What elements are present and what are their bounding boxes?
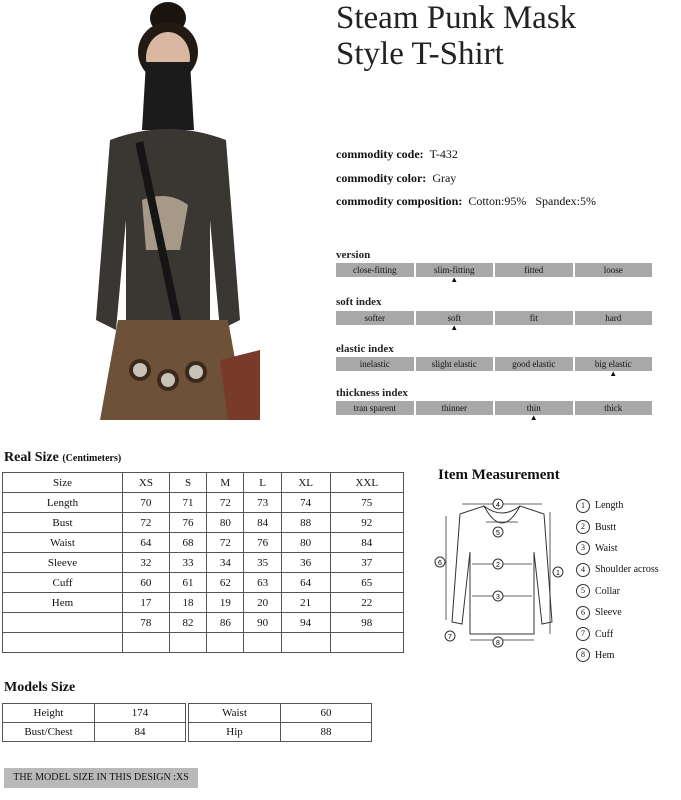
commodity-color-row	[336, 171, 456, 186]
svg-text:5: 5	[496, 530, 500, 537]
soft-index-label: soft index	[336, 296, 382, 308]
version-option: fitted	[495, 263, 575, 277]
soft-index-option: hard	[575, 311, 653, 325]
elastic-index-scale	[336, 357, 652, 378]
models-size-table-right	[188, 703, 372, 742]
commodity-composition-label: commodity composition:	[336, 194, 463, 208]
svg-text:4: 4	[496, 502, 500, 509]
svg-text:7: 7	[448, 634, 452, 641]
legend-item: 7 Cuff	[576, 623, 659, 644]
number-2-icon: 2	[576, 520, 590, 534]
selected-marker-icon: ▲	[529, 413, 538, 422]
real-size-unit: (Centimeters)	[62, 453, 122, 464]
soft-index-option-selected: soft ▲	[416, 311, 496, 325]
number-1-icon: 1	[576, 499, 590, 513]
selected-marker-icon: ▲	[609, 369, 618, 378]
table-row: Bust 72 76 80 84 88 92	[3, 513, 404, 533]
item-measurement-heading: Item Measurement	[438, 467, 560, 483]
version-option-selected: slim-fitting ▲	[416, 263, 496, 277]
measurement-legend	[576, 495, 659, 666]
table-row: Hip 88	[189, 723, 372, 742]
number-4-icon: 4	[576, 563, 590, 577]
number-8-icon: 8	[576, 648, 590, 662]
commodity-color-value: Gray	[432, 171, 457, 185]
selected-marker-icon: ▲	[450, 275, 459, 284]
elastic-index-label: elastic index	[336, 343, 394, 355]
models-size-heading: Models Size	[4, 680, 76, 695]
commodity-code-value: T-432	[429, 147, 458, 161]
table-row: Cuff 60 61 62 63 64 65	[3, 573, 404, 593]
elastic-index-option-selected: big elastic ▲	[575, 357, 653, 371]
legend-item: 3 Waist	[576, 538, 659, 559]
commodity-composition-value: Cotton:95% Spandex:5%	[468, 194, 596, 208]
title-line-2: Style T-Shirt	[336, 36, 504, 72]
number-7-icon: 7	[576, 627, 590, 641]
legend-item: 8 Hem	[576, 645, 659, 666]
commodity-code-row	[336, 147, 458, 162]
svg-text:6: 6	[438, 560, 442, 567]
product-photo	[60, 0, 270, 420]
table-row: Length 70 71 72 73 74 75	[3, 493, 404, 513]
thickness-index-label: thickness index	[336, 387, 408, 399]
version-label: version	[336, 249, 371, 261]
commodity-code-label: commodity code:	[336, 147, 424, 161]
number-3-icon: 3	[576, 541, 590, 555]
table-row: Height 174	[3, 704, 186, 723]
svg-text:8: 8	[496, 640, 500, 647]
table-row: Waist 64 68 72 76 80 84	[3, 533, 404, 553]
table-row: Sleeve 32 33 34 35 36 37	[3, 553, 404, 573]
table-row: Hem 17 18 19 20 21 22	[3, 593, 404, 613]
svg-text:2: 2	[496, 562, 500, 569]
table-row	[3, 633, 404, 653]
measurement-diagram	[432, 492, 572, 652]
legend-item: 2 Bustt	[576, 516, 659, 537]
table-header-row: Size XS S M L XL XXL	[3, 473, 404, 493]
legend-item: 5 Collar	[576, 581, 659, 602]
commodity-color-label: commodity color:	[336, 171, 427, 185]
elastic-index-option: good elastic	[495, 357, 575, 371]
soft-index-scale	[336, 311, 652, 332]
product-title	[336, 0, 666, 72]
soft-index-option: softer	[336, 311, 416, 325]
soft-index-option: fit	[495, 311, 575, 325]
model-size-note: THE MODEL SIZE IN THIS DESIGN :XS	[4, 768, 198, 788]
number-6-icon: 6	[576, 606, 590, 620]
table-row: Waist 60	[189, 704, 372, 723]
real-size-heading: Real Size (Centimeters)	[4, 450, 122, 465]
table-row: 78 82 86 90 94 98	[3, 613, 404, 633]
commodity-composition-row	[336, 194, 596, 209]
elastic-index-option: inelastic	[336, 357, 416, 371]
models-size-table-left	[2, 703, 186, 742]
number-5-icon: 5	[576, 584, 590, 598]
legend-item: 1 Length	[576, 495, 659, 516]
version-scale	[336, 263, 652, 284]
svg-text:3: 3	[496, 594, 500, 601]
thickness-index-option: tran sparent	[336, 401, 416, 415]
svg-text:1: 1	[556, 570, 560, 577]
thickness-index-option: thinner	[416, 401, 496, 415]
thickness-index-scale	[336, 401, 652, 422]
real-size-table	[2, 472, 404, 653]
thickness-index-option-selected: thin ▲	[495, 401, 575, 415]
legend-item: 6 Sleeve	[576, 602, 659, 623]
thickness-index-option: thick	[575, 401, 653, 415]
title-line-1: Steam Punk Mask	[336, 0, 577, 36]
legend-item: 4 Shoulder across	[576, 559, 659, 580]
elastic-index-option: slight elastic	[416, 357, 496, 371]
version-option: close-fitting	[336, 263, 416, 277]
version-option: loose	[575, 263, 653, 277]
table-row: Bust/Chest 84	[3, 723, 186, 742]
selected-marker-icon: ▲	[450, 323, 459, 332]
